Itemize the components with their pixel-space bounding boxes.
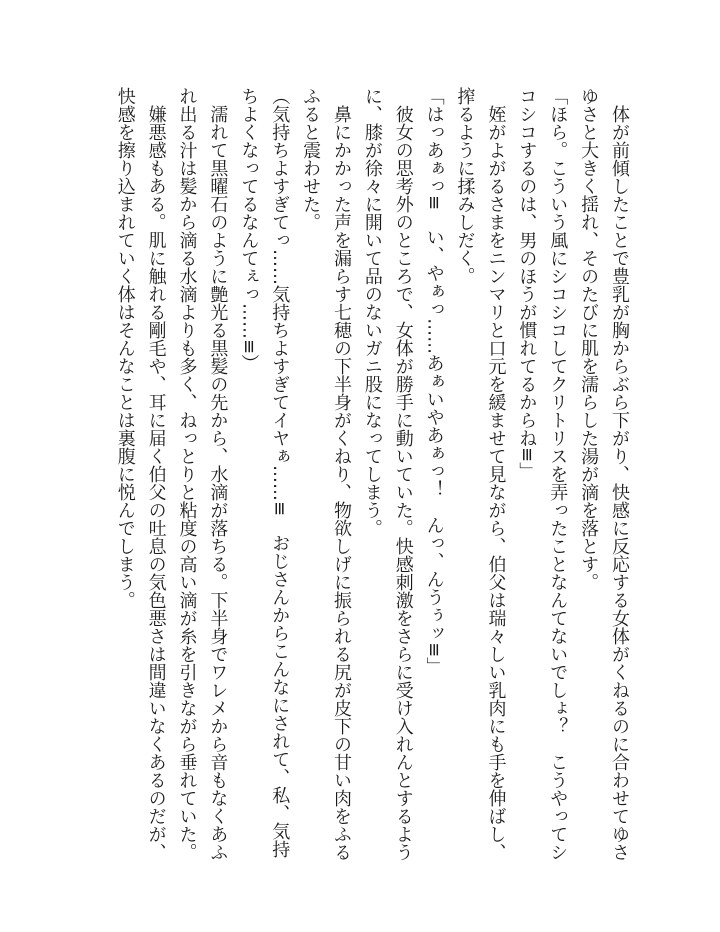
text-column: 鼻にかかった声を漏らす七穂の下半身がくねり、物欲しげに振られる尻が皮下の甘い肉をふる — [330, 87, 352, 861]
text-column: ちよくなってるなんてぇっ……≡） — [238, 87, 260, 373]
text-column: 体が前傾したことで豊乳が胸からぶら下がり、快感に反応する女体がくねるのに合わせてゆさ — [609, 87, 630, 861]
text-column: ふると震わせた。 — [300, 87, 322, 231]
text-column: 快感を擦り込まれていく体はそんなことは裏腹に悦んでしまう。 — [114, 87, 136, 609]
text-column: 嫌悪感もある。肌に触れる剛毛や、耳に届く伯父の吐息の気色悪さは間違いなくあるのだが、 — [145, 87, 167, 861]
text-column: 濡れて黒曜石のように艶光る黒髪の先から、水滴が落ちる。下半身でワレメから音もなくあふ — [207, 87, 229, 861]
text-column: れ出る汁は髪から滴る水滴よりも多く、ねっとりと粘度の高い滴が糸を引きながら垂れていた。 — [176, 87, 198, 861]
text-column: 「はっあぁっ≡ い、やぁっ……あぁいやあぁっ！ んっ、んうぅッ≡」 — [423, 87, 445, 676]
text-column: （気持ちよすぎてっ……気持ちよすぎてイヤぁ……≡ おじさんからこんなにされて、私、気持 — [269, 87, 291, 859]
text-column: ゆさと大きく揺れ、そのたびに肌を濡らした湯が滴を落とす。 — [578, 87, 600, 591]
text-column: 姪がよがるさまをニンマリと口元を緩ませて見ながら、伯父は瑞々しい乳肉にも手を伸ばし、 — [485, 87, 507, 861]
text-column: 搾るように揉みしだく。 — [454, 87, 476, 285]
text-column: コシコするのは、男のほうが慣れてるからね≡」 — [516, 87, 538, 481]
vertical-text-body — [109, 87, 634, 861]
text-column: 「ほら。こういう風にシコシコしてクリトリスを弄ったことなんてないでしょ？ こうやってシ — [547, 87, 569, 861]
text-column: に、膝が徐々に開いて品のないガニ股になってしまう。 — [361, 87, 383, 537]
text-column: 彼女の思考外のところで、女体が勝手に動いていた。快感刺激をさらに受け入れんとするよう — [392, 87, 414, 861]
